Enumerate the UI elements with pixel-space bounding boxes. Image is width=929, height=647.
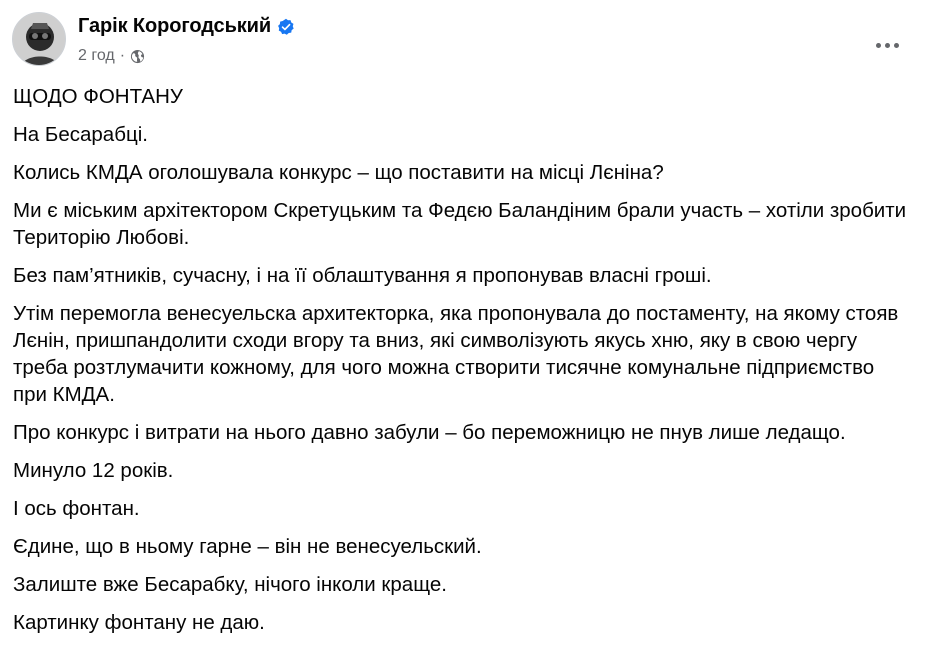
more-options-button[interactable] — [869, 26, 905, 62]
meta-separator: · — [119, 47, 126, 64]
post-paragraph: Про конкурс і витрати на нього давно забули – бо переможницю не пнув лише ледащо. — [13, 421, 846, 444]
post-paragraph: Минуло 12 років. — [13, 459, 174, 482]
post-paragraph: Без пам’ятників, сучасну, і на її облаштування я пропонував власні гроші. — [13, 264, 712, 287]
post-body — [13, 83, 909, 647]
globe-icon[interactable] — [130, 49, 145, 64]
post-paragraph: Утім перемогла венесуельска архитекторка, яка пропонувала до постаменту, на якому стояв Лєнін, пришпандолити сходи вгору та вниз, які символізують якусь хню, яку в свою чергу треба розтлумачити кожному, для чого можна створити тисячне комунальне підприємство при КМДА. — [13, 302, 899, 406]
more-options-icon — [874, 35, 901, 53]
post-paragraph: Залиште вже Бесарабку, нічого інколи краще. — [13, 573, 447, 596]
post-paragraph: Колись КМДА оголошувала конкурс – що поставити на місці Лєніна? — [13, 161, 664, 184]
post-paragraph: На Бесарабці. — [13, 123, 148, 146]
verified-badge-icon — [277, 18, 295, 36]
avatar-photo — [13, 13, 66, 66]
post-paragraph: І ось фонтан. — [13, 497, 140, 520]
post-meta — [78, 47, 145, 65]
post-paragraph: ЩОДО ФОНТАНУ — [13, 85, 183, 108]
post-paragraph: Картинку фонтану не даю. — [13, 611, 265, 634]
post-header — [12, 12, 917, 70]
author-name[interactable]: Гарік Корогодський — [78, 15, 272, 37]
post-timestamp[interactable]: 2 год — [78, 47, 115, 64]
post-paragraph: Ми є міським архітектором Скретуцьким та Федєю Баландіним брали участь – хотіли зробити Територію Любові. — [13, 199, 907, 249]
avatar[interactable] — [12, 12, 66, 66]
author-line — [78, 15, 295, 38]
post-paragraph: Єдине, що в ньому гарне – він не венесуельский. — [13, 535, 482, 558]
